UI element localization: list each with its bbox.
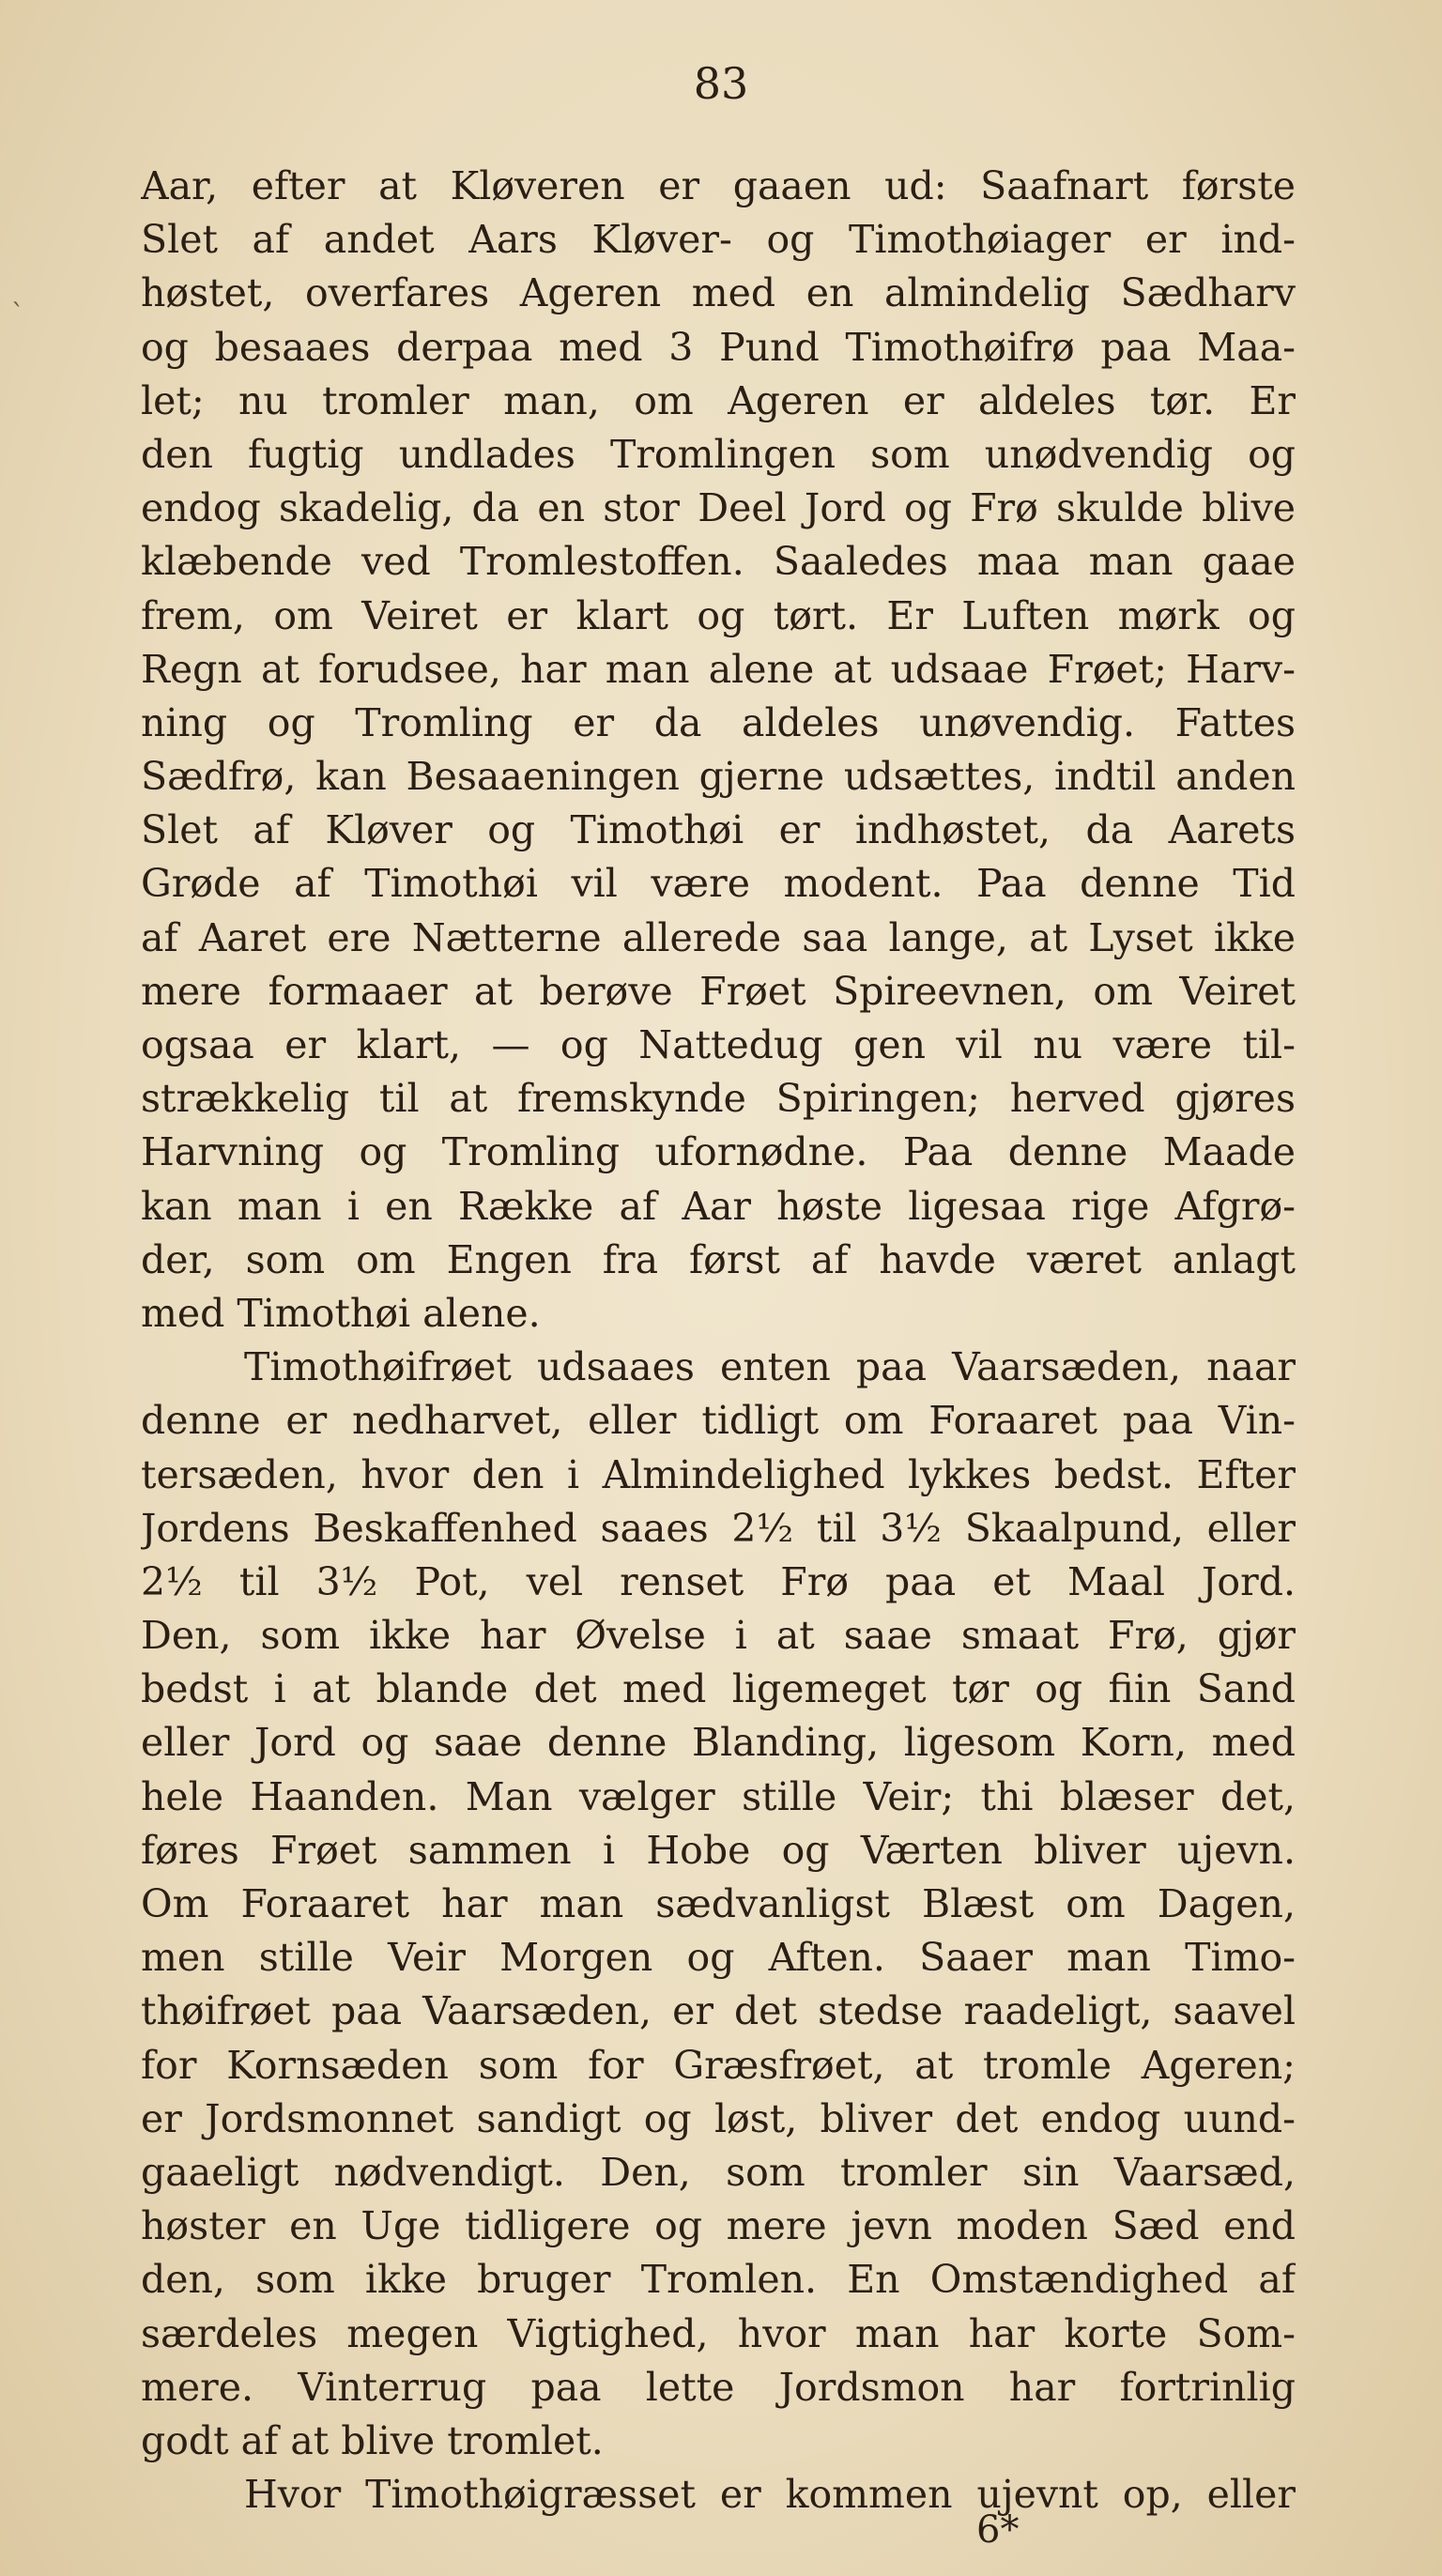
margin-mark: ` bbox=[11, 299, 24, 330]
text-line: tersæden, hvor den i Almindelighed lykkes bedst. Efter bbox=[141, 1451, 1296, 1497]
text-line: den, som ikke bruger Tromlen. En Omstændighed af bbox=[141, 2257, 1296, 2303]
paragraph-end-line: med Timothøi alene. bbox=[141, 1290, 541, 1336]
text-line: mere. Vinterrug paa lette Jordsmon har fortrinlig bbox=[141, 2364, 1296, 2410]
text-line: let; nu tromler man, om Ageren er aldeles tør. Er bbox=[141, 377, 1296, 423]
text-line: Regn at forudsee, har man alene at udsaae Frøet; Harv- bbox=[141, 646, 1296, 692]
text-line: Om Foraaret har man sædvanligst Blæst om Dagen, bbox=[141, 1881, 1296, 1926]
text-line: og besaaes derpaa med 3 Pund Timothøifrø paa Maa- bbox=[141, 324, 1296, 370]
page-number: 83 bbox=[693, 58, 749, 109]
text-line: høstet, overfares Ageren med en almindelig Sædharv bbox=[141, 270, 1296, 316]
text-line: føres Frøet sammen i Hobe og Værten bliver ujevn. bbox=[141, 1827, 1296, 1873]
text-line: kan man i en Række af Aar høste ligesaa rige Afgrø- bbox=[141, 1183, 1296, 1229]
text-line: Grøde af Timothøi vil være modent. Paa denne Tid bbox=[141, 861, 1296, 907]
text-line: klæbende ved Tromlestoffen. Saaledes maa man gaae bbox=[141, 539, 1296, 585]
text-line: ning og Tromling er da aldeles unøvendig. Fattes bbox=[141, 699, 1296, 745]
text-line: endog skadelig, da en stor Deel Jord og Frø skulde blive bbox=[141, 485, 1296, 531]
text-line: hele Haanden. Man vælger stille Veir; thi blæser det, bbox=[141, 1773, 1296, 1819]
text-line: særdeles megen Vigtighed, hvor man har korte Som- bbox=[141, 2310, 1296, 2356]
text-line: der, som om Engen fra først af havde været anlagt bbox=[141, 1236, 1296, 1282]
text-line: gaaeligt nødvendigt. Den, som tromler sin Vaarsæd, bbox=[141, 2149, 1296, 2195]
paragraph-end-line: godt af at blive tromlet. bbox=[141, 2417, 604, 2463]
text-line: for Kornsæden som for Græsfrøet, at tromle Ageren; bbox=[141, 2042, 1296, 2088]
text-line: men stille Veir Morgen og Aften. Saaer man Timo- bbox=[141, 1935, 1296, 1981]
text-line: af Aaret ere Nætterne allerede saa lange, at Lyset ikke bbox=[141, 914, 1296, 960]
text-line: Den, som ikke har Øvelse i at saae smaat Frø, gjør bbox=[141, 1613, 1296, 1659]
text-line: eller Jord og saae denne Blanding, ligesom Korn, med bbox=[141, 1720, 1296, 1766]
text-line: Sædfrø, kan Besaaeningen gjerne udsættes, indtil anden bbox=[141, 754, 1296, 800]
text-line: denne er nedharvet, eller tidligt om Foraaret paa Vin- bbox=[141, 1398, 1296, 1444]
text-line: frem, om Veiret er klart og tørt. Er Luften mørk og bbox=[141, 592, 1296, 638]
text-line: thøifrøet paa Vaarsæden, er det stedse raadeligt, saavel bbox=[141, 1988, 1296, 2034]
paragraph-start-line: Timothøifrøet udsaaes enten paa Vaarsæden, naar bbox=[244, 1344, 1296, 1390]
text-line: høster en Uge tidligere og mere jevn moden Sæd end bbox=[141, 2203, 1296, 2249]
text-line: ogsaa er klart, — og Nattedug gen vil nu være til- bbox=[141, 1022, 1296, 1067]
text-line: Slet af andet Aars Kløver- og Timothøiager er ind- bbox=[141, 217, 1296, 263]
text-line: Slet af Kløver og Timothøi er indhøstet, da Aarets bbox=[141, 807, 1296, 853]
text-line: 2½ til 3½ Pot, vel renset Frø paa et Maal Jord. bbox=[141, 1558, 1296, 1604]
text-line: Aar, efter at Kløveren er gaaen ud: Saafnart første bbox=[141, 163, 1296, 208]
body-text bbox=[141, 160, 1296, 2522]
text-line: er Jordsmonnet sandigt og løst, bliver det endog uund- bbox=[141, 2095, 1296, 2141]
paragraph-start-line: Hvor Timothøigræsset er kommen ujevnt op, eller bbox=[244, 2472, 1296, 2518]
text-line: mere formaaer at berøve Frøet Spireevnen, om Veiret bbox=[141, 968, 1296, 1014]
text-line: strækkelig til at fremskynde Spiringen; herved gjøres bbox=[141, 1076, 1296, 1122]
text-line: den fugtig undlades Tromlingen som unødvendig og bbox=[141, 431, 1296, 477]
text-line: Jordens Beskaffenhed saaes 2½ til 3½ Skaalpund, eller bbox=[141, 1505, 1296, 1551]
signature-mark: 6* bbox=[976, 2508, 1020, 2552]
text-line: bedst i at blande det med ligemeget tør og fiin Sand bbox=[141, 1666, 1296, 1712]
text-line: Harvning og Tromling ufornødne. Paa denne Maade bbox=[141, 1129, 1296, 1175]
